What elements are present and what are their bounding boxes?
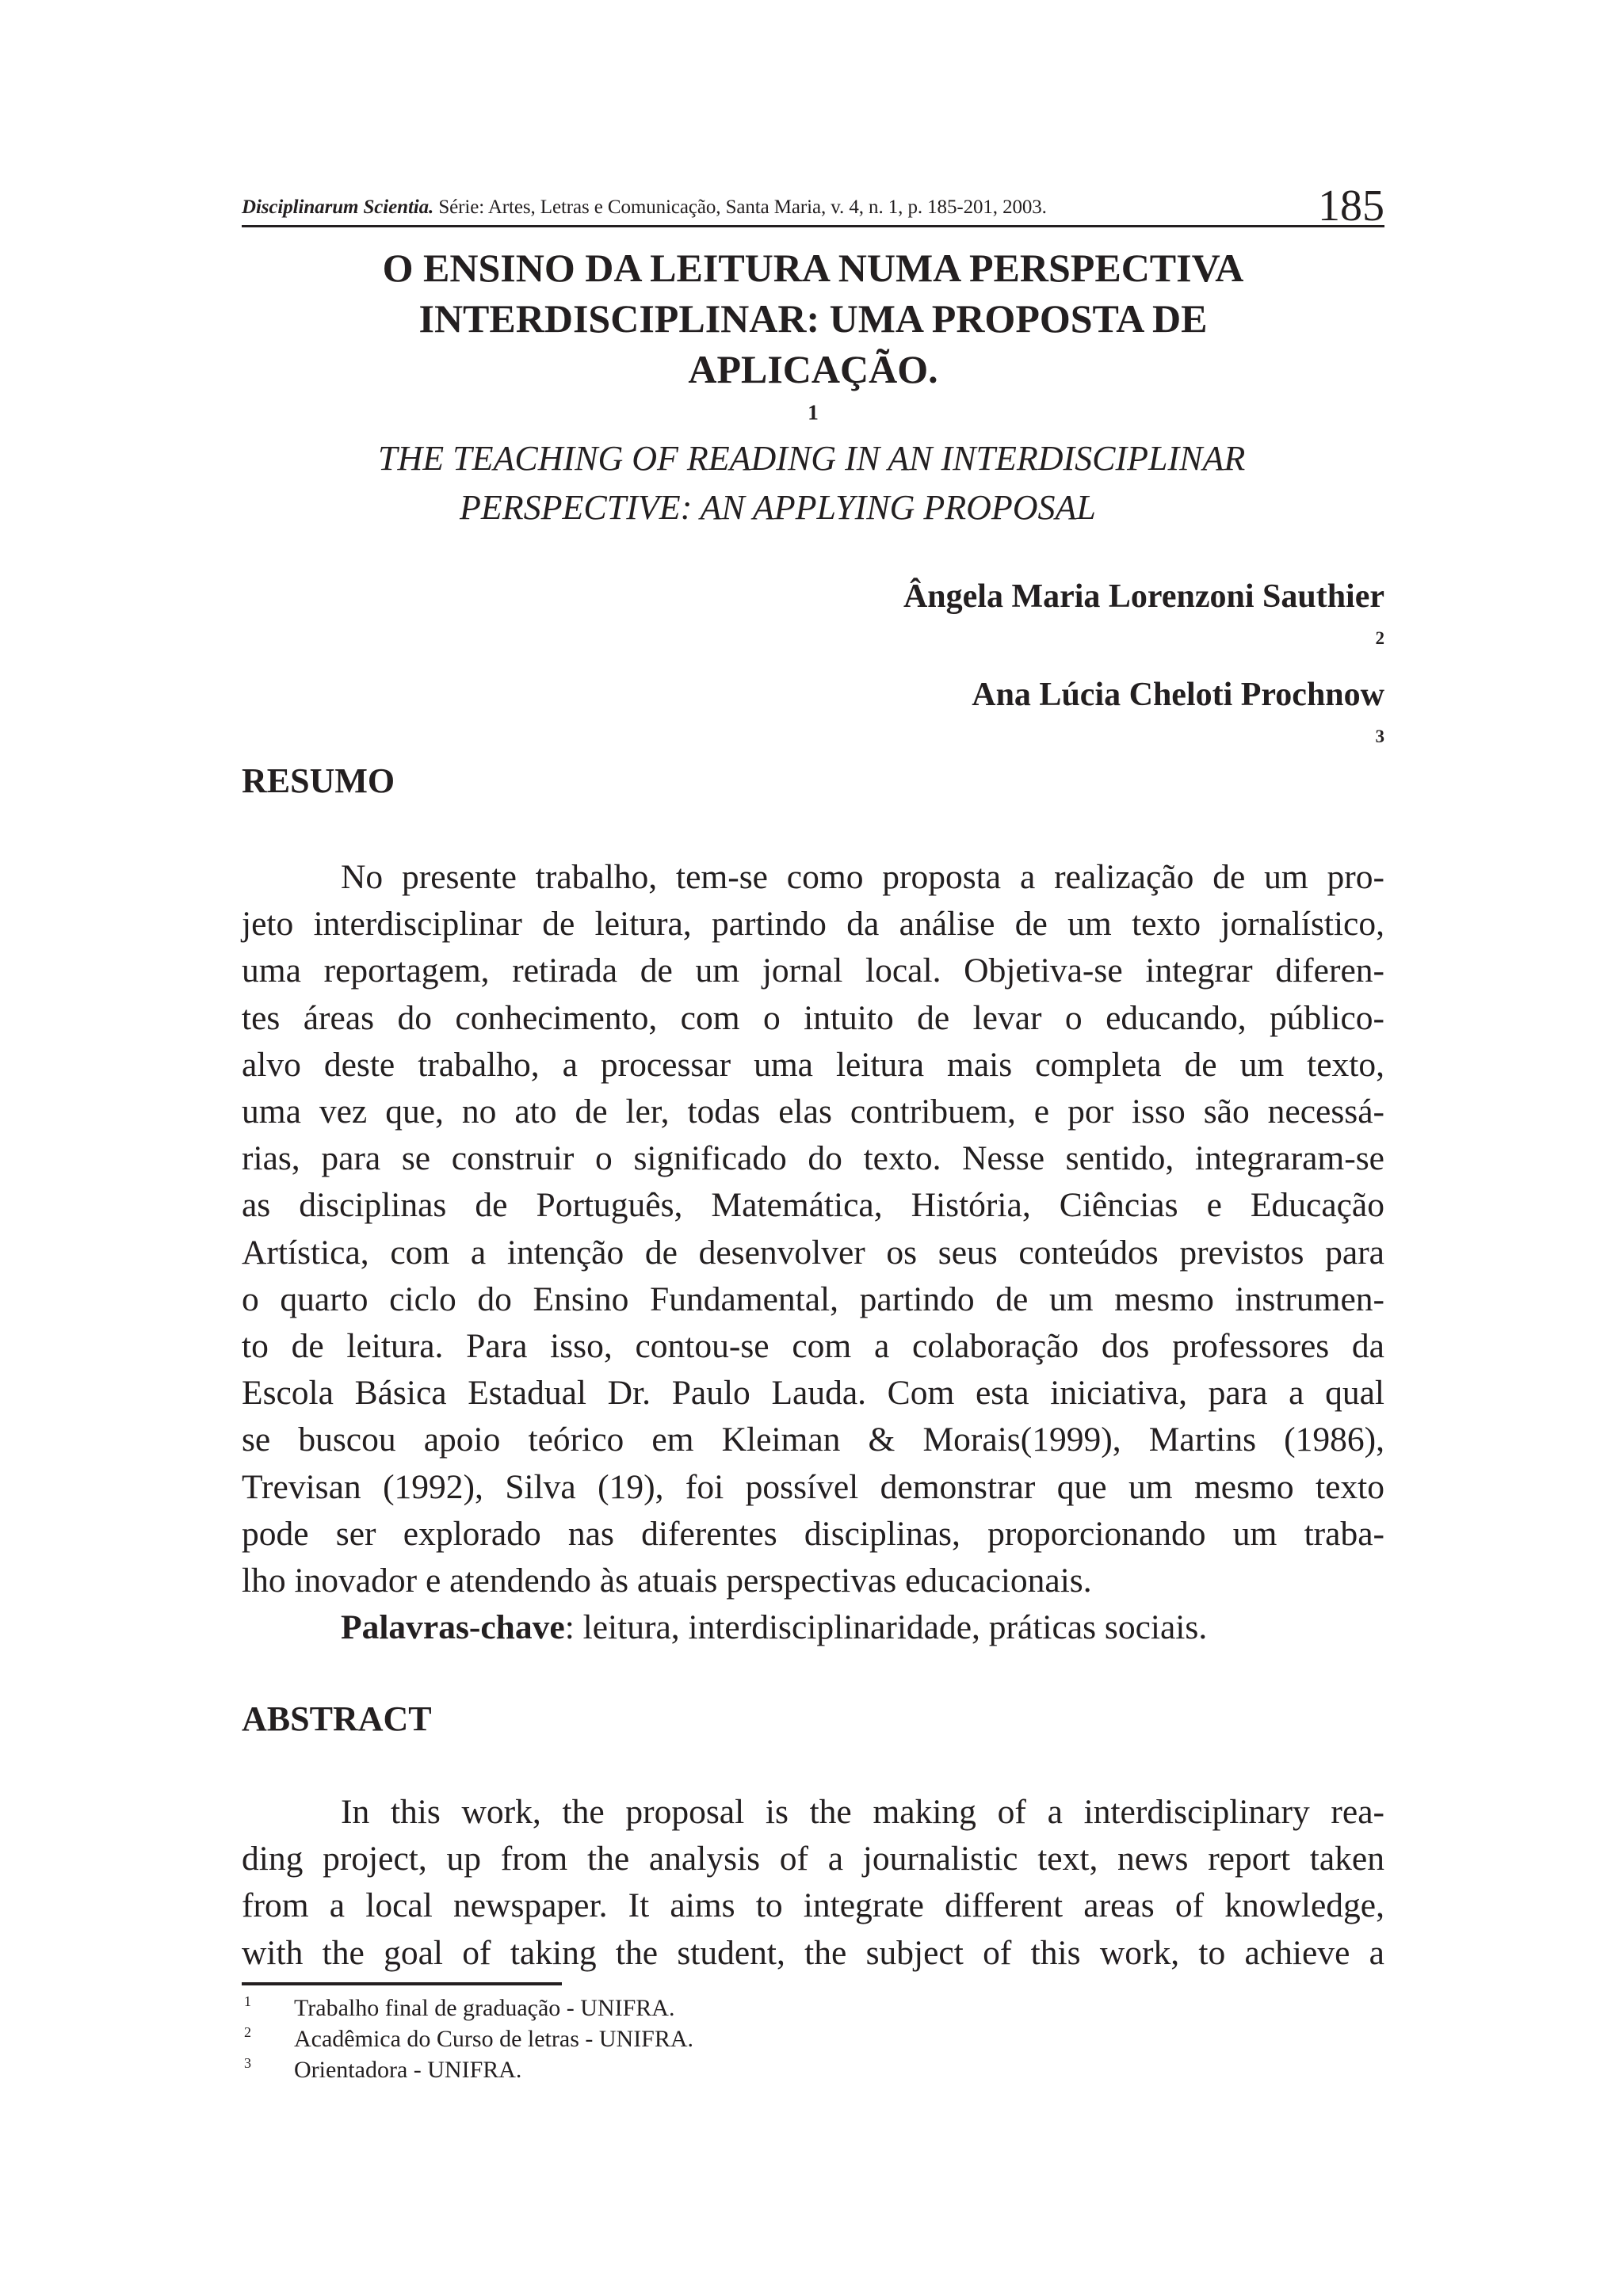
resumo-line: to de leitura. Para isso, contou-se com a colaboração dos professores da (242, 1327, 1384, 1366)
footnote-number: 1 (244, 1993, 251, 2009)
title-english (242, 434, 1384, 532)
resumo-line: Artística, com a intenção de desenvolver os seus conteúdos previstos para (242, 1233, 1384, 1272)
title-portuguese (242, 242, 1384, 445)
resumo-paragraph (242, 854, 1384, 1604)
title-pt-line: O ENSINO DA LEITURA NUMA PERSPECTIVA (382, 246, 1244, 290)
author (903, 572, 1384, 670)
footnote-number: 3 (244, 2055, 251, 2071)
abstract-heading: ABSTRACT (242, 1699, 432, 1738)
footnote-text: Trabalho final de graduação - UNIFRA. (294, 1995, 675, 2021)
resumo-line: jeto interdisciplinar de leitura, partindo da análise de um texto jornalístico, (242, 905, 1384, 944)
author-name: Ana Lúcia Cheloti Prochnow (972, 677, 1384, 713)
title-en-line: PERSPECTIVE: AN APPLYING PROPOSAL (460, 488, 1096, 527)
resumo-line: as disciplinas de Português, Matemática, História, Ciências e Educação (242, 1186, 1384, 1225)
title-pt-line-last (242, 344, 1384, 445)
keywords (341, 1604, 1207, 1651)
keywords-text: : leitura, interdisciplinaridade, práticas sociais. (564, 1608, 1208, 1646)
abstract-line: from a local newspaper. It aims to integrate different areas of knowledge, (242, 1886, 1384, 1925)
authors (903, 572, 1384, 769)
title-en-line: THE TEACHING OF READING IN AN INTERDISCIPLINAR (378, 439, 1246, 478)
title-footnote-ref: 1 (808, 399, 819, 425)
resumo-heading: RESUMO (242, 761, 395, 800)
resumo-line: Escola Básica Estadual Dr. Paulo Lauda. Com esta iniciativa, para a qual (242, 1374, 1384, 1413)
resumo-line: Trevisan (1992), Silva (19), foi possível demonstrar que um mesmo texto (242, 1467, 1384, 1506)
resumo-line: pode ser explorado nas diferentes disciplinas, proporcionando um traba- (242, 1514, 1384, 1553)
author (903, 670, 1384, 769)
author-name: Ângela Maria Lorenzoni Sauthier (903, 578, 1384, 615)
resumo-line: tes áreas do conhecimento, com o intuito de levar o educando, público- (242, 998, 1384, 1037)
page-number: 185 (1318, 181, 1384, 231)
footnote-divider (242, 1982, 562, 1985)
resumo-line: se buscou apoio teórico em Kleiman & Morais(1999), Martins (1986), (242, 1421, 1384, 1459)
resumo-line: rias, para se construir o significado do texto. Nesse sentido, integraram-se (242, 1139, 1384, 1178)
journal-name: Disciplinarum Scientia. (242, 196, 434, 218)
abstract-line: with the goal of taking the student, the subject of this work, to achieve a (242, 1933, 1384, 1972)
resumo-line: alvo deste trabalho, a processar uma leitura mais completa de um texto, (242, 1045, 1384, 1084)
footnote-text: Acadêmica do Curso de letras - UNIFRA. (294, 2026, 694, 2052)
running-header (242, 168, 1384, 231)
keywords-label: Palavras-chave (341, 1608, 565, 1646)
footnote-number: 2 (244, 2024, 251, 2040)
resumo-line: uma reportagem, retirada de um jornal local. Objetiva-se integrar diferen- (242, 952, 1384, 990)
paper-page (242, 0, 1384, 2296)
author-footnote-ref: 2 (1375, 627, 1384, 648)
journal-details: Série: Artes, Letras e Comunicação, Santa Maria, v. 4, n. 1, p. 185-201, 2003. (433, 196, 1047, 218)
resumo-line: lho inovador e atendendo às atuais perspectivas educacionais. (242, 1562, 1092, 1600)
journal-citation (242, 196, 1047, 219)
title-pt-line: INTERDISCIPLINAR: UMA PROPOSTA DE (418, 296, 1208, 341)
resumo-line: o quarto ciclo do Ensino Fundamental, partindo de um mesmo instrumen- (242, 1280, 1384, 1318)
author-footnote-ref: 3 (1375, 726, 1384, 746)
footnote-text: Orientadora - UNIFRA. (294, 2057, 522, 2083)
resumo-line: uma vez que, no ato de ler, todas elas contribuem, e por isso são necessá- (242, 1093, 1384, 1131)
abstract-paragraph (242, 1789, 1384, 1977)
abstract-line: In this work, the proposal is the making of a interdisciplinary rea- (341, 1793, 1384, 1831)
resumo-line: No presente trabalho, tem-se como proposta a realização de um pro- (341, 858, 1384, 896)
title-pt-line-text: APLICAÇÃO. (688, 347, 938, 391)
abstract-line: ding project, up from the analysis of a journalistic text, news report taken (242, 1840, 1384, 1878)
